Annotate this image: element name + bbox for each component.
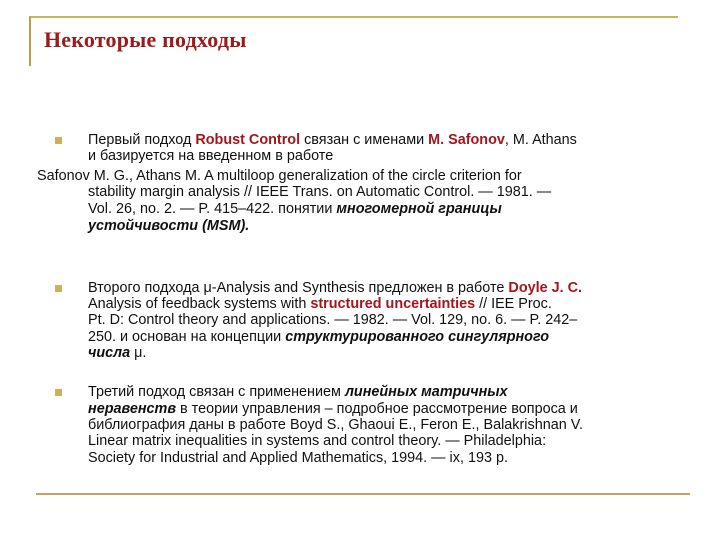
text-line: [88, 345, 146, 361]
text-line: [88, 450, 508, 466]
emphasized-term: неравенств: [88, 401, 177, 417]
text-run: // IEE Proc.: [475, 296, 552, 312]
text-line: [88, 417, 583, 433]
highlighted-term: Doyle J. C.: [508, 280, 582, 296]
text-run: Второго подхода μ-Analysis and Synthesis предложен в работе: [88, 280, 509, 296]
text-line: [88, 132, 577, 148]
text-run: Society for Industrial and Applied Mathematics, 1994. — ix, 193 p.: [88, 450, 508, 466]
text-line: [88, 312, 577, 328]
text-line: [88, 401, 578, 417]
emphasized-term: многомерной границы: [336, 201, 502, 217]
title-left-rule: [29, 16, 31, 66]
square-bullet-icon: [55, 285, 62, 292]
text-run: Vol. 26, no. 2. — P. 415–422. понятии: [88, 201, 337, 217]
emphasized-term: структурированного сингулярного: [285, 329, 550, 345]
text-run: Pt. D: Control theory and applications. — 1982. — Vol. 129, no. 6. — P. 242–: [88, 312, 578, 328]
text-run: связан с именами: [300, 132, 429, 148]
highlighted-term: structured uncertainties: [310, 296, 476, 312]
text-run: , M. Athans: [504, 132, 577, 148]
text-line: [88, 433, 546, 449]
highlighted-term: Robust Control: [195, 132, 301, 148]
highlighted-term: M. Safonov: [428, 132, 505, 148]
text-run: Analysis of feedback systems with: [88, 296, 311, 312]
text-line: [37, 168, 522, 184]
text-run: stability margin analysis // IEEE Trans. on Automatic Control. — 1981. —: [88, 184, 552, 200]
text-line: [88, 329, 549, 345]
text-line: [88, 148, 333, 164]
bottom-rule: [36, 493, 690, 495]
text-run: Первый подход: [88, 132, 196, 148]
emphasized-term: линейных матричных: [344, 384, 508, 400]
text-run: Safonov M. G., Athans M. A multiloop generalization of the circle criterion for: [37, 168, 522, 184]
title-top-rule: [30, 16, 678, 18]
text-run: μ.: [130, 345, 147, 361]
text-run: Linear matrix inequalities in systems and control theory. — Philadelphia:: [88, 433, 547, 449]
text-line: [88, 384, 508, 400]
emphasized-term: числа: [88, 345, 131, 361]
square-bullet-icon: [55, 389, 62, 396]
text-run: 250. и основан на концепции: [88, 329, 286, 345]
emphasized-term: устойчивости (MSM).: [88, 218, 250, 234]
text-line: [88, 184, 551, 200]
text-line: [88, 296, 552, 312]
slide-title: Некоторые подходы: [44, 27, 247, 52]
text-run: в теории управления – подробное рассмотрение вопроса и: [176, 401, 578, 417]
text-run: библиография даны в работе Boyd S., Ghaoui E., Feron E., Balakrishnan V.: [88, 417, 583, 433]
text-run: и базируется на введенном в работе: [88, 148, 334, 164]
square-bullet-icon: [55, 137, 62, 144]
text-line: [88, 201, 502, 217]
text-run: Третий подход связан с применением: [88, 384, 345, 400]
text-line: [88, 218, 249, 234]
text-line: [88, 280, 582, 296]
